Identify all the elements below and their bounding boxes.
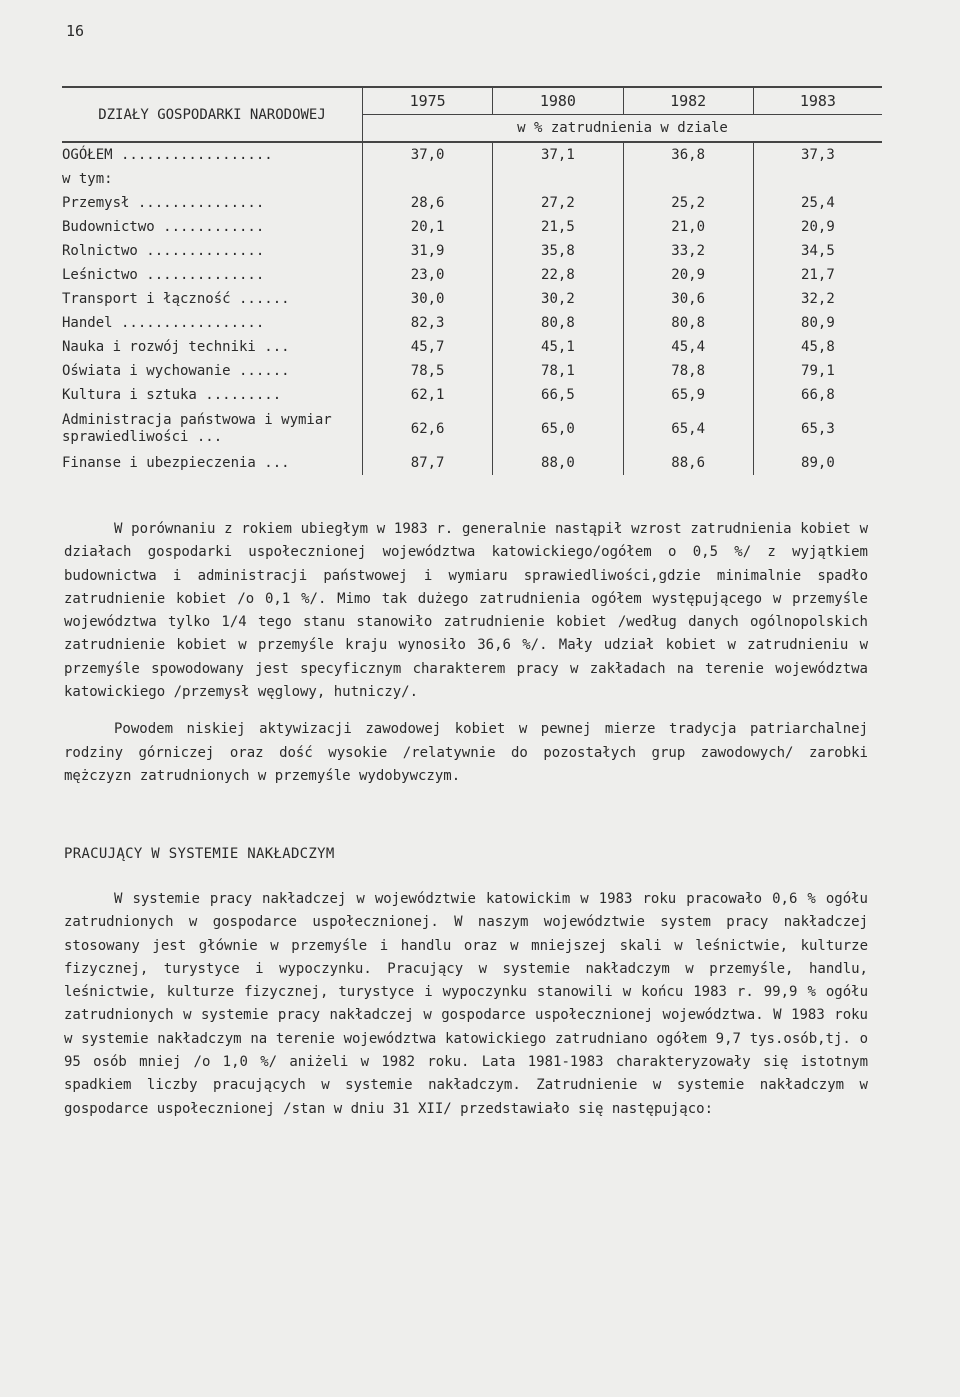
row-value: 78,8 [623,359,753,383]
row-value [363,167,493,191]
year-header: 1983 [753,87,882,115]
section-text [64,888,868,1121]
table-row [62,239,882,263]
row-value: 27,2 [493,191,623,215]
row-value: 80,8 [623,311,753,335]
row-value: 62,1 [363,383,493,407]
row-value: 78,1 [493,359,623,383]
section-title: PRACUJĄCY W SYSTEMIE NAKŁADCZYM [64,846,335,862]
table-row [62,451,882,475]
table-row [62,311,882,335]
row-label: Przemysł ............... [62,195,265,211]
row-label: Rolnictwo .............. [62,243,265,259]
row-value: 66,5 [493,383,623,407]
row-value: 34,5 [753,239,882,263]
row-value [623,167,753,191]
table-row [62,383,882,407]
table-row [62,359,882,383]
row-value: 23,0 [363,263,493,287]
row-value: 37,3 [753,142,882,167]
row-value: 45,1 [493,335,623,359]
row-label: Leśnictwo .............. [62,267,265,283]
row-value: 88,0 [493,451,623,475]
row-value: 82,3 [363,311,493,335]
row-label: Kultura i sztuka ......... [62,387,282,403]
row-value: 20,1 [363,215,493,239]
table-row [62,407,882,451]
row-value: 89,0 [753,451,882,475]
row-value: 80,9 [753,311,882,335]
row-value: 25,4 [753,191,882,215]
row-value: 87,7 [363,451,493,475]
row-value [493,167,623,191]
row-value: 78,5 [363,359,493,383]
table-row [62,263,882,287]
table-row [62,287,882,311]
row-value: 33,2 [623,239,753,263]
employment-table [62,86,882,475]
row-value: 45,4 [623,335,753,359]
row-value: 65,4 [623,407,753,451]
row-value: 21,5 [493,215,623,239]
row-value: 80,8 [493,311,623,335]
row-label: Nauka i rozwój techniki ... [62,339,290,355]
row-label: w tym: [62,171,113,187]
year-header: 1980 [493,87,623,115]
row-value: 35,8 [493,239,623,263]
row-value: 20,9 [623,263,753,287]
paragraph: Powodem niskiej aktywizacji zawodowej kobiet w pewnej mierze tradycja patriarchalnej rodziny górniczej oraz dość wysokie /relatywnie do pozostałych grup zawodowych/ zarobki mężczyzn zatrudnionych w przemyśle wydobywczym. [64,721,868,784]
row-value [753,167,882,191]
row-value: 88,6 [623,451,753,475]
row-label: Administracja państwowa i wymiar sprawiedliwości ... [62,412,332,445]
row-value: 30,0 [363,287,493,311]
comparison-text [64,518,868,788]
row-value: 37,0 [363,142,493,167]
row-value: 79,1 [753,359,882,383]
row-label: Oświata i wychowanie ...... [62,363,290,379]
row-value: 32,2 [753,287,882,311]
row-value: 36,8 [623,142,753,167]
page-number: 16 [66,22,85,40]
row-label: Transport i łączność ...... [62,291,290,307]
row-value: 45,7 [363,335,493,359]
row-value: 65,9 [623,383,753,407]
row-value: 28,6 [363,191,493,215]
row-value: 45,8 [753,335,882,359]
row-label: OGÓŁEM .................. [62,147,273,163]
row-value: 37,1 [493,142,623,167]
row-value: 65,3 [753,407,882,451]
paragraph: W porównaniu z rokiem ubiegłym w 1983 r. generalnie nastąpił wzrost zatrudnienia kobiet w działach gospodarki uspołecznionej województwa katowickiego/ogółem o 0,5 %/ z wyjątkiem budownictwa i administracji państwowej i wymiaru sprawiedliwości,gdzie minimalnie spadło zatrudnienie kobiet /o 0,1 %/. Mimo tak dużego zatrudnienia ogółem występującego w przemyśle województwa tylko 1/4 tego stanu stanowiło zatrudnienie kobiet /według danych ogólnopolskich zatrudnienie kobiet w przemyśle kraju wynosiło 36,6 %/. Mały udział kobiet w zatrudnieniu w przemyśle spowodowany jest specyficznym charakterem pracy w zakładach na terenie województwa katowickiego /przemysł węglowy, hutniczy/. [64,521,868,701]
category-header: DZIAŁY GOSPODARKI NARODOWEJ [98,106,326,123]
row-value: 25,2 [623,191,753,215]
row-label: Budownictwo ............ [62,219,265,235]
row-label: Finanse i ubezpieczenia ... [62,455,290,471]
table-row [62,191,882,215]
row-value: 65,0 [493,407,623,451]
row-value: 66,8 [753,383,882,407]
row-value: 30,2 [493,287,623,311]
paragraph: W systemie pracy nakładczej w województwie katowickim w 1983 roku pracowało 0,6 % ogółu zatrudnionych w gospodarce uspołecznionej. W naszym województwie system pracy nakładczej stosowany jest głównie w przemyśle i handlu oraz w mniejszej skali w leśnictwie, kulturze fizycznej, turystyce i wypoczynku. Pracujący w systemie nakładczym w przemyśle, handlu, leśnictwie, kulturze fizycznej, turystyce i wypoczynku stanowili w końcu 1983 r. 99,9 % ogółu zatrudnionych w systemie pracy nakładczej w gospodarce uspołecznionej województwa. W 1983 roku w systemie nakładczym na terenie województwa katowickiego zatrudniano ogółem 9,7 tys.osób,tj. o 95 osób mniej /o 1,0 %/ aniżeli w 1982 roku. Lata 1981-1983 charakteryzowały się istotnym spadkiem liczby pracujących w systemie nakładczym. Zatrudnienie w systemie nakładczym w gospodarce uspołecznionej /stan w dniu 31 XII/ przedstawiało się następująco: [64,891,868,1117]
unit-header: w % zatrudnienia w dziale [363,115,883,142]
table-row [62,215,882,239]
table-row [62,167,882,191]
year-header: 1975 [363,87,493,115]
row-label: Handel ................. [62,315,265,331]
row-value: 31,9 [363,239,493,263]
row-value: 62,6 [363,407,493,451]
table-row [62,142,882,167]
row-value: 21,0 [623,215,753,239]
row-value: 21,7 [753,263,882,287]
year-header: 1982 [623,87,753,115]
row-value: 20,9 [753,215,882,239]
row-value: 30,6 [623,287,753,311]
table-row [62,335,882,359]
row-value: 22,8 [493,263,623,287]
